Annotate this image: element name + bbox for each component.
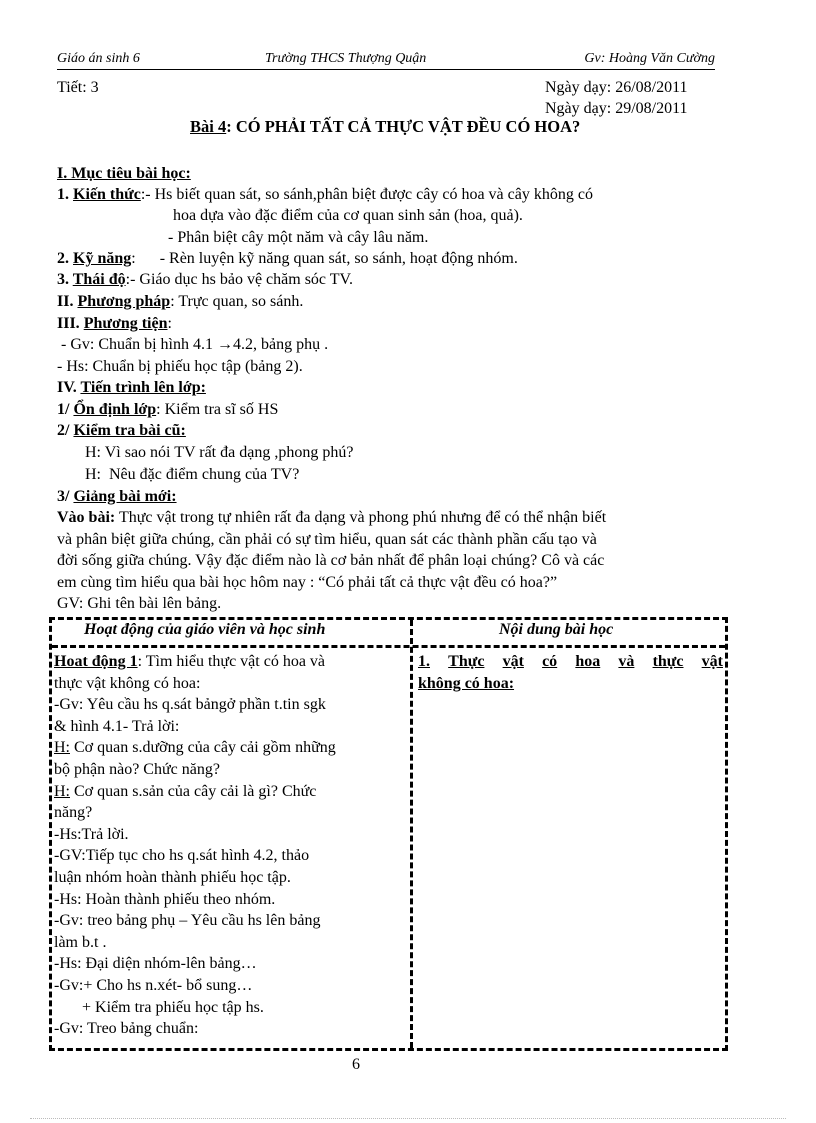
knowledge-num: 1. xyxy=(57,186,73,203)
left-line: thực vật không có hoa: xyxy=(54,674,201,692)
content-word: hoa xyxy=(575,653,601,670)
step1-label: Ổn định lớp xyxy=(73,401,157,418)
content-word: và xyxy=(618,653,635,670)
skill-line xyxy=(57,248,518,269)
means-colon: : xyxy=(167,315,172,332)
question-marker: H: xyxy=(54,739,70,757)
left-line: -Gv: Treo bảng chuẩn: xyxy=(54,1020,199,1038)
review-question-1: H: Vì sao nói TV rất đa dạng ,phong phú? xyxy=(85,444,354,461)
objectives-heading-text: I. Mục tiêu bài học: xyxy=(57,165,191,182)
table-head-activities: Hoạt động của giáo viên và học sinh xyxy=(84,621,326,638)
intro-line-1 xyxy=(57,507,606,528)
step3-num: 3/ xyxy=(57,488,74,505)
knowledge-text-1: :- Hs biết quan sát, so sánh,phân biệt được cây có hoa và cây không có xyxy=(140,186,593,203)
question-2-line xyxy=(54,781,404,803)
question-1-line xyxy=(54,737,404,759)
intro-text-1: Thực vật trong tự nhiên rất đa dạng và phong phú nhưng để có thể nhận biết xyxy=(115,509,607,526)
period-label: Tiết: 3 xyxy=(57,79,99,96)
question-marker: H: xyxy=(54,782,70,800)
knowledge-label: Kiến thức xyxy=(73,186,141,203)
skill-label: Kỹ năng xyxy=(73,250,132,267)
page-header xyxy=(57,49,715,70)
means-student: - Hs: Chuẩn bị phiếu học tập (bảng 2). xyxy=(57,358,303,375)
lesson-number: Bài 4 xyxy=(190,117,227,136)
intro-text-3: đời sống giữa chúng. Vậy đặc điểm nào là cơ bản nhất để phân loại chúng? Cô và các xyxy=(57,552,605,569)
attitude-line xyxy=(57,269,353,290)
content-word: Thực xyxy=(448,653,485,670)
header-teacher: Gv: Hoàng Văn Cường xyxy=(584,51,715,66)
knowledge-text-2: hoa dựa vào đặc điểm của cơ quan sinh sản (hoa, quả). xyxy=(173,207,523,224)
table-column-divider xyxy=(410,620,413,1048)
intro-text-4: em cùng tìm hiểu qua bài học hôm nay : “Có phải tất cả thực vật đều có hoa?” xyxy=(57,574,558,591)
left-line: làm b.t . xyxy=(54,933,107,951)
activities-cell xyxy=(54,651,404,1040)
lesson-title xyxy=(190,117,580,137)
attitude-num: 3. xyxy=(57,271,73,288)
content-word: thực xyxy=(652,653,684,670)
left-line: -Gv: Yêu cầu hs q.sát bảngở phần t.tin sgk xyxy=(54,696,326,714)
objectives-heading xyxy=(57,163,191,184)
skill-text: : - Rèn luyện kỹ năng quan sát, so sánh, hoạt động nhóm. xyxy=(131,250,518,267)
left-line: & hình 4.1- Trả lời: xyxy=(54,717,180,735)
content-word: vật xyxy=(502,653,524,670)
table-head-content: Nội dung bài học xyxy=(499,621,614,638)
content-num: 1. xyxy=(418,653,430,670)
step2-label: Kiểm tra bài cũ: xyxy=(73,422,186,439)
date-2: Ngày dạy: 29/08/2011 xyxy=(545,100,688,117)
step2-line xyxy=(57,420,186,441)
left-line: luận nhóm hoàn thành phiếu học tập. xyxy=(54,868,291,886)
left-line: -Gv:+ Cho hs n.xét- bổ sung… xyxy=(54,976,253,994)
means-line xyxy=(57,313,172,334)
method-label: Phương pháp xyxy=(77,293,171,310)
left-line: -GV:Tiếp tục cho hs q.sát hình 4.2, thảo xyxy=(54,847,310,865)
left-line: -Hs:Trả lời. xyxy=(54,825,129,843)
left-line: năng? xyxy=(54,804,93,822)
question-text: Cơ quan s.dưỡng của cây cải gồm những xyxy=(70,739,336,757)
intro-label: Vào bài: xyxy=(57,509,116,526)
intro-text-2: và phân biệt giữa chúng, cần phải có sự tìm hiểu, quan sát các thành phần cấu tạo và xyxy=(57,531,597,548)
skill-num: 2. xyxy=(57,250,73,267)
method-line xyxy=(57,291,303,312)
left-line: -Hs: Đại diện nhóm-lên bảng… xyxy=(54,955,257,973)
means-num: III. xyxy=(57,315,84,332)
activity-text: : Tìm hiểu thực vật có hoa và xyxy=(137,653,326,670)
method-text: : Trực quan, so sánh. xyxy=(170,293,304,310)
page-number: 6 xyxy=(352,1056,360,1073)
activity-label: Hoat động 1 xyxy=(54,653,138,670)
header-subject: Giáo án sinh 6 xyxy=(57,51,140,66)
content-heading-line-2: không có hoa: xyxy=(418,674,515,692)
header-school: Trường THCS Thượng Quận xyxy=(265,51,427,66)
step1-line xyxy=(57,399,278,420)
means-label: Phương tiện xyxy=(83,315,168,332)
footer-divider xyxy=(30,1118,786,1119)
knowledge-text-3: - Phân biệt cây một năm và cây lâu năm. xyxy=(168,229,429,246)
procedure-num: IV. xyxy=(57,379,81,396)
procedure-line xyxy=(57,377,206,398)
step2-num: 2/ xyxy=(57,422,74,439)
lesson-title-text: : CÓ PHẢI TẤT CẢ THỰC VẬT ĐỀU CÓ HOA? xyxy=(226,117,581,136)
procedure-label: Tiến trình lên lớp: xyxy=(80,379,206,396)
activity-line xyxy=(54,651,404,673)
means-teacher: - Gv: Chuẩn bị hình 4.1 →4.2, bảng phụ . xyxy=(57,336,329,353)
step1-text: : Kiểm tra sĩ số HS xyxy=(156,401,279,418)
left-line: bộ phận nào? Chức năng? xyxy=(54,760,220,778)
left-line: -Hs: Hoàn thành phiếu theo nhóm. xyxy=(54,890,276,908)
knowledge-line xyxy=(57,184,593,205)
attitude-text: :- Giáo dục hs bảo vệ chăm sóc TV. xyxy=(125,271,353,288)
content-word: vật xyxy=(701,653,723,670)
method-num: II. xyxy=(57,293,78,310)
attitude-label: Thái độ xyxy=(72,271,126,288)
date-1: Ngày dạy: 26/08/2011 xyxy=(545,79,688,96)
left-line: + Kiểm tra phiếu học tập hs. xyxy=(54,998,264,1016)
step3-line xyxy=(57,486,177,507)
lesson-table xyxy=(49,617,728,1051)
review-question-2: H: Nêu đặc điểm chung của TV? xyxy=(85,466,300,483)
content-word: có xyxy=(542,653,558,670)
content-heading-line xyxy=(418,651,723,673)
step3-label: Giảng bài mới: xyxy=(73,488,177,505)
question-text: Cơ quan s.sản của cây cải là gì? Chức xyxy=(70,782,317,800)
step1-num: 1/ xyxy=(57,401,74,418)
content-cell xyxy=(418,651,723,694)
left-line: -Gv: treo bảng phụ – Yêu cầu hs lên bảng xyxy=(54,912,321,930)
intro-text-5: GV: Ghi tên bài lên bảng. xyxy=(57,595,222,612)
table-header-divider xyxy=(52,645,725,648)
